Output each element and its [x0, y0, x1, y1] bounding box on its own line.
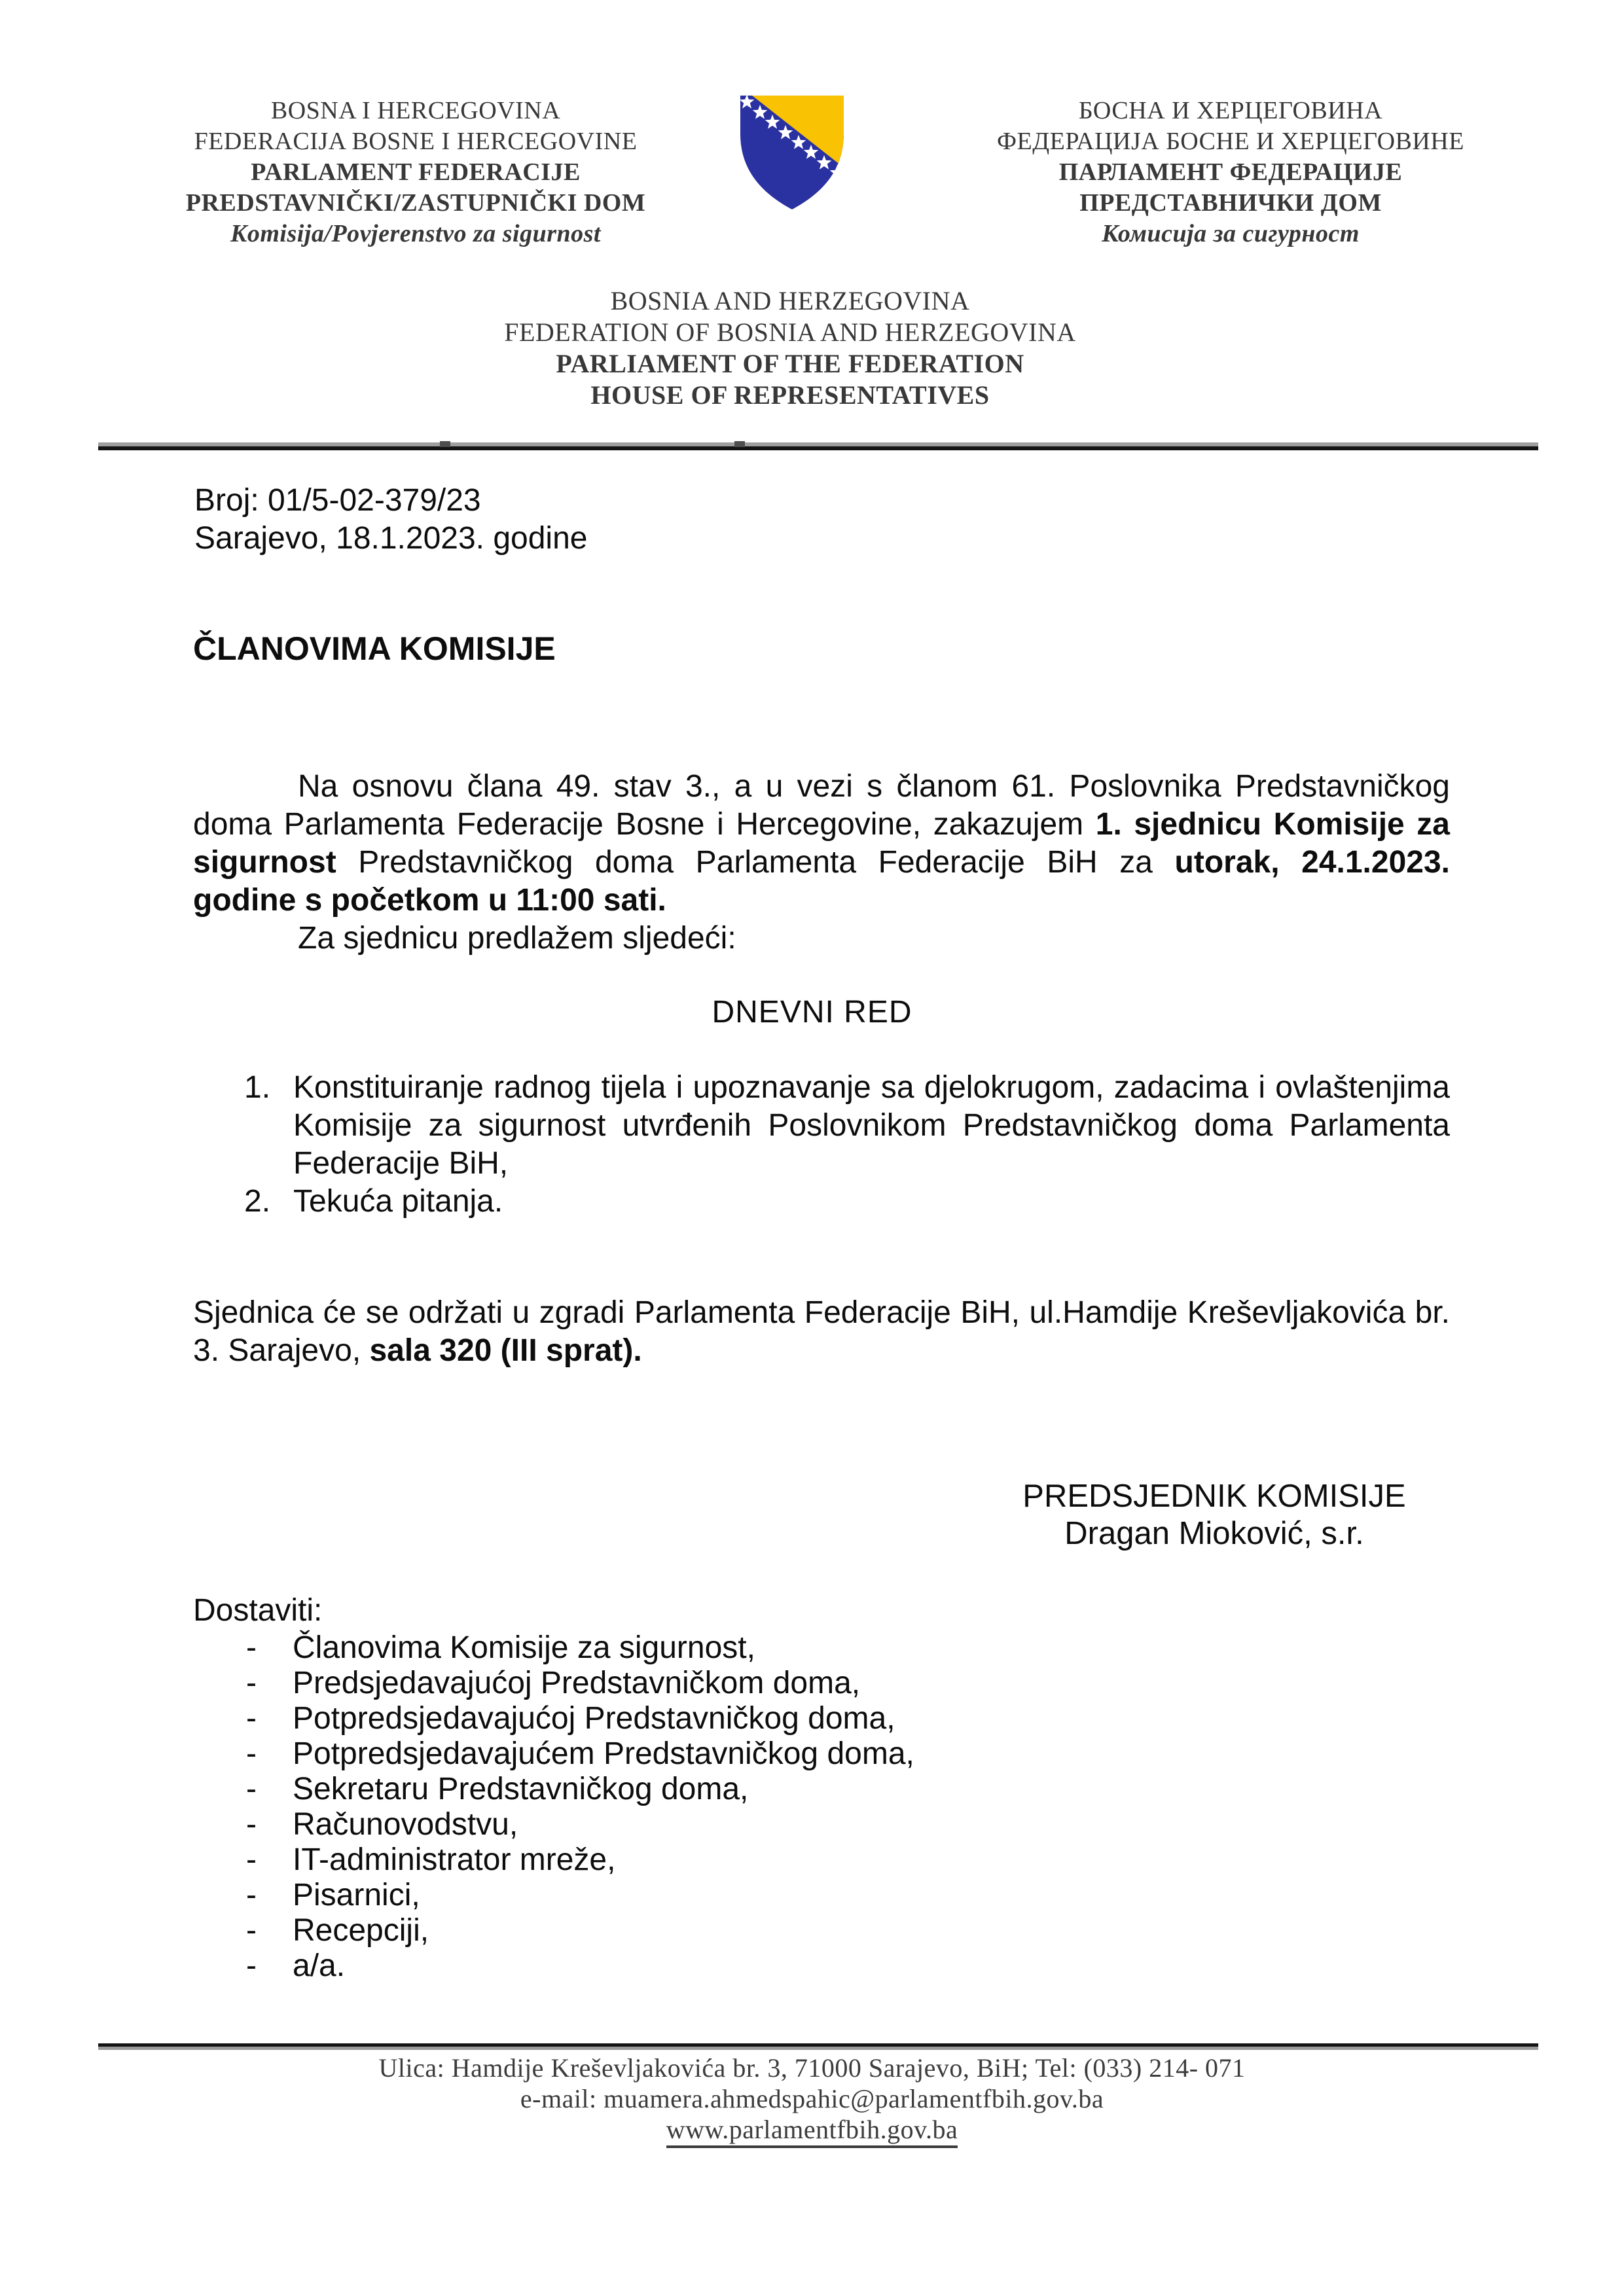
agenda-lead-line: Za sjednicu predlažem sljedeći: — [298, 921, 736, 956]
letterhead-english — [299, 285, 1281, 411]
letterhead-latin-committee: Komisija/Povjerenstvo za sigurnost — [230, 220, 601, 247]
agenda-item-text: Tekuća pitanja. — [293, 1184, 503, 1219]
list-item-text: a/a. — [293, 1948, 346, 1983]
footer-divider-gray-band — [98, 2047, 1538, 2050]
location-paragraph-text: Sjednica će se održati u zgradi Parlamenta Federacije BiH, ul.Hamdije Kreševljakovića br. 3. Sarajevo, — [193, 1295, 1450, 1368]
letterhead-cyrillic-committee: Комисија за сигурност — [1102, 220, 1360, 247]
reference-number: Broj: 01/5-02-379/23 — [194, 483, 481, 518]
list-item-text: IT-administrator mreže, — [293, 1842, 616, 1877]
list-item-text: Potpredsjedavajućoj Predstavničkog doma, — [293, 1701, 895, 1736]
letterhead-cyrillic-parliament: ПАРЛАМЕНТ ФЕДЕРАЦИЈЕ — [1058, 158, 1403, 186]
letterhead-latin — [79, 96, 753, 249]
list-item — [193, 1772, 1450, 1807]
list-item — [193, 1807, 1450, 1842]
list-item — [193, 1878, 1450, 1913]
list-item-text: Računovodstvu, — [293, 1807, 518, 1842]
list-item — [193, 1701, 1450, 1736]
signature-name: Dragan Mioković, s.r. — [1064, 1516, 1364, 1551]
list-item-text: Recepciji, — [293, 1913, 429, 1948]
agenda-item-text: Konstituiranje radnog tijela i upoznavanje sa djelokrugom, zadacima i ovlaštenjima Komisije za sigurnost utvrđenih Poslovnikom Predstavničkog doma Parlamenta Federacije BiH, — [293, 1070, 1450, 1181]
divider-scan-mark — [734, 441, 745, 447]
letterhead-english-house: HOUSE OF REPRESENTATIVES — [590, 380, 990, 410]
opening-paragraph — [193, 768, 1450, 920]
letterhead-cyrillic-country: БОСНА И ХЕРЦЕГОВИНА — [1078, 97, 1383, 124]
list-item-dash: - — [246, 1736, 257, 1771]
list-item-dash: - — [246, 1878, 257, 1912]
distribution-list — [193, 1630, 1450, 1984]
letterhead-latin-country: BOSNA I HERCEGOVINA — [270, 97, 561, 124]
letterhead-english-parliament: PARLIAMENT OF THE FEDERATION — [556, 349, 1024, 378]
agenda-list — [193, 1069, 1450, 1221]
list-item-dash: - — [246, 1701, 257, 1736]
list-item-text: Članovima Komisije za sigurnost, — [293, 1630, 755, 1665]
list-item-text: Potpredsjedavajućem Predstavničkog doma, — [293, 1736, 914, 1771]
footer-website: www.parlamentfbih.gov.ba — [666, 2115, 958, 2148]
footer — [0, 2053, 1624, 2145]
agenda-item — [193, 1183, 1450, 1221]
list-item-dash: - — [246, 1630, 257, 1665]
letterhead-cyrillic-federation: ФЕДЕРАЦИЈА БОСНЕ И ХЕРЦЕГОВИНЕ — [997, 128, 1464, 155]
list-item — [193, 1666, 1450, 1701]
location-paragraph — [193, 1294, 1450, 1370]
signature-title: PREDSJEDNIK KOMISIJE — [1022, 1479, 1406, 1514]
room-bold: sala 320 (III sprat). — [369, 1333, 642, 1368]
list-item — [193, 1630, 1450, 1666]
letterhead-latin-parliament: PARLAMENT FEDERACIJE — [251, 158, 581, 186]
recipient-line: ČLANOVIMA KOMISIJE — [193, 630, 556, 667]
divider-scan-mark — [440, 441, 450, 447]
session-datetime-bold: utorak, 24.1.2023. godine s početkom u 11:00 sati. — [193, 845, 1450, 918]
reference-date: Sarajevo, 18.1.2023. godine — [194, 521, 588, 556]
list-item-dash: - — [246, 1948, 257, 1983]
footer-email: e-mail: muamera.ahmedspahic@parlamentfbih.gov.ba — [520, 2084, 1104, 2113]
list-item-dash: - — [246, 1842, 257, 1877]
letterhead-latin-house: PREDSTAVNIČKI/ZASTUPNIČKI DOM — [185, 189, 646, 217]
list-item-text: Pisarnici, — [293, 1878, 420, 1912]
list-item — [193, 1948, 1450, 1984]
footer-address: Ulica: Hamdije Kreševljakovića br. 3, 71000 Sarajevo, BiH; Tel: (033) 214- 071 — [378, 2053, 1246, 2083]
list-item-dash: - — [246, 1807, 257, 1842]
opening-paragraph-text: Na osnovu člana 49. stav 3., a u vezi s članom 61. Poslovnika Predstavničkog doma Parlamenta Federacije Bosne i Hercegovine, zakazujem — [193, 769, 1450, 842]
header-divider-black-band — [98, 446, 1538, 450]
opening-paragraph-text: Predstavničkog doma Parlamenta Federacije BiH za — [336, 845, 1175, 880]
header-divider — [98, 442, 1538, 450]
coat-of-arms-bih-icon — [736, 94, 848, 211]
distribution-label: Dostaviti: — [193, 1593, 323, 1628]
letterhead-english-country: BOSNIA AND HERZEGOVINA — [610, 286, 970, 315]
list-item — [193, 1842, 1450, 1878]
session-title-bold: 1. sjednicu Komisije za sigurnost — [193, 807, 1451, 880]
list-item — [193, 1736, 1450, 1772]
agenda-item-number: 1. — [244, 1070, 271, 1105]
signature-block — [920, 1478, 1509, 1552]
letterhead-english-federation: FEDERATION OF BOSNIA AND HERZEGOVINA — [504, 317, 1076, 347]
agenda-item-number: 2. — [244, 1184, 271, 1219]
agenda-title: DNEVNI RED — [712, 995, 912, 1030]
list-item-text: Predsjedavajućoj Predstavničkom doma, — [293, 1666, 861, 1700]
footer-divider — [98, 2043, 1538, 2050]
agenda-item — [193, 1069, 1450, 1183]
reference-block — [194, 482, 587, 558]
list-item — [193, 1913, 1450, 1948]
letterhead-cyrillic — [887, 96, 1574, 249]
list-item-text: Sekretaru Predstavničkog doma, — [293, 1772, 749, 1806]
list-item-dash: - — [246, 1666, 257, 1700]
list-item-dash: - — [246, 1772, 257, 1806]
letterhead-cyrillic-house: ПРЕДСТАВНИЧКИ ДОМ — [1079, 189, 1382, 217]
list-item-dash: - — [246, 1913, 257, 1948]
letterhead-latin-federation: FEDERACIJA BOSNE I HERCEGOVINE — [194, 128, 638, 155]
